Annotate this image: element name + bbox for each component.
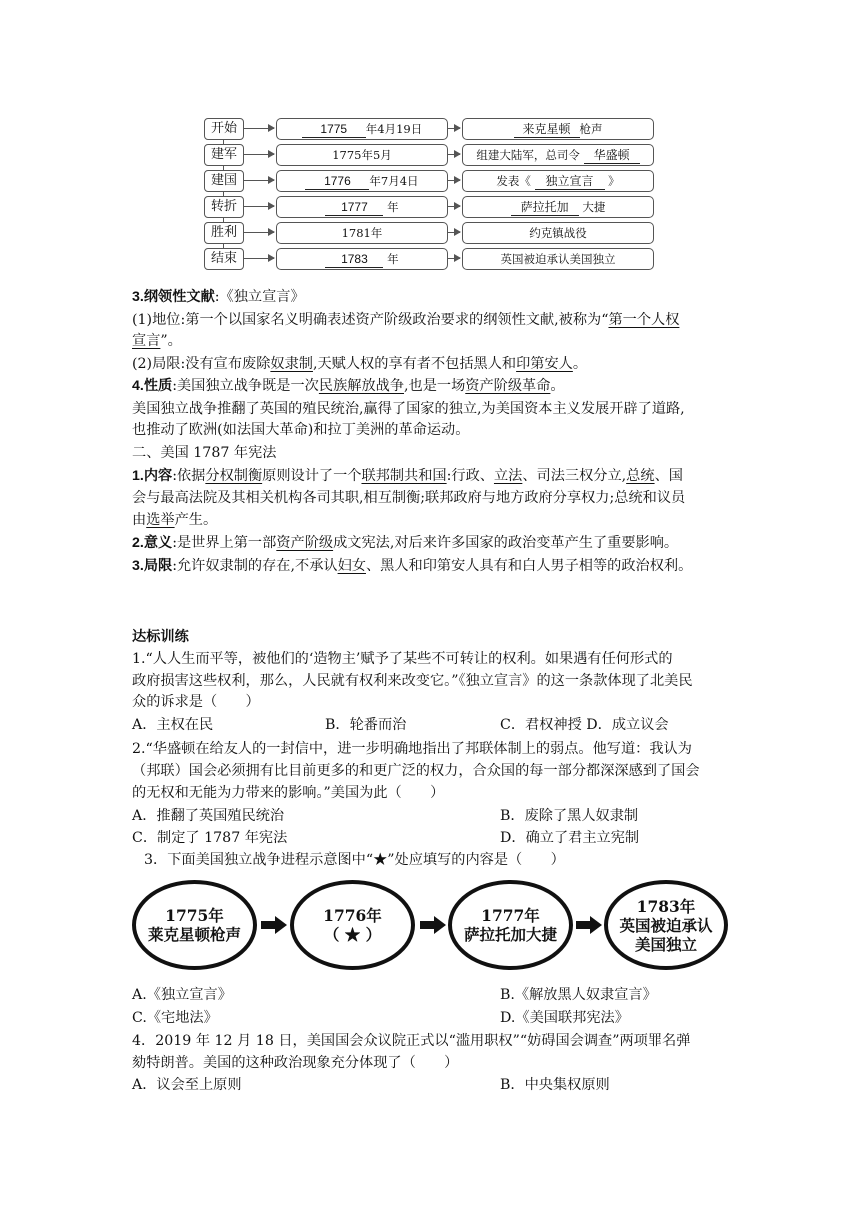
timeline-event-box: 发表《 独立宣言 》 — [462, 170, 654, 192]
paragraph: 美国独立战争推翻了英国的殖民统治,赢得了国家的独立,为美国资本主义发展开辟了道路, — [132, 401, 685, 417]
section-4-title: 4.性质:美国独立战争既是一次民族解放战争,也是一场资产阶级革命。 — [132, 378, 565, 394]
practice-heading: 达标训练 — [132, 629, 189, 645]
section-heading: 二、美国 1787 年宪法 — [132, 445, 277, 461]
question-3-text: 3．下面美国独立战争进程示意图中“★”处应填写的内容是（ ） — [144, 852, 565, 868]
timeline-event-box: 来克星顿 枪声 — [462, 118, 654, 140]
timeline-date-box: 1776 年7月4日 — [276, 170, 448, 192]
question-1-text: 1.“人人生而平等，被他们的‘造物主’赋予了某些不可转让的权利。如果遇有任何形式的 — [132, 651, 673, 667]
timeline-date-box: 1781年 — [276, 222, 448, 244]
paragraph: 会与最高法院及其相关机构各司其职,相互制衡;联邦政府与地方政府分享权力;总统和议员 — [132, 490, 686, 506]
arrow — [448, 180, 460, 181]
question-1-text: 政府损害这些权利，那么，人民就有权利来改变它。”《独立宣言》的这一条款体现了北美民 — [132, 673, 693, 689]
timeline-date-box: 1775 年4月19日 — [276, 118, 448, 140]
paragraph: 2.意义:是世界上第一部资产阶级成文宪法,对后来许多国家的政治变革产生了重要影响。 — [132, 535, 679, 551]
timeline-label: 转折 — [204, 196, 244, 218]
question-4-text: 劾特朗普。美国的这种政治现象充分体现了（ ） — [132, 1055, 459, 1071]
paragraph: (2)局限:没有宣布废除奴隶制,天赋人权的享有者不包括黑人和印第安人。 — [132, 356, 588, 372]
timeline-event-box: 约克镇战役 — [462, 222, 654, 244]
flow-arrow-icon — [420, 916, 446, 934]
timeline-date-box: 1777 年 — [276, 196, 448, 218]
timeline-event-box: 组建大陆军，总司令 华盛顿 — [462, 144, 654, 166]
arrow — [448, 154, 460, 155]
option-b[interactable]: B.《解放黑人奴隶宣言》 — [500, 987, 657, 1003]
option-a[interactable]: A．主权在民 — [132, 717, 214, 733]
paragraph: (1)地位:第一个以国家名义明确表述资产阶级政治要求的纲领性文献,被称为“第一个人权 — [132, 312, 680, 328]
arrow — [448, 206, 460, 207]
arrow — [244, 232, 274, 233]
option-d[interactable]: D．确立了君主立宪制 — [500, 830, 640, 846]
timeline-label: 胜利 — [204, 222, 244, 244]
paragraph: 1.内容:依据分权制衡原则设计了一个联邦制共和国:行政、立法、司法三权分立,总统、国 — [132, 468, 683, 484]
option-c-d[interactable]: C．君权神授 D．成立议会 — [500, 717, 669, 733]
question-1-text: 众的诉求是（ ） — [132, 694, 260, 710]
independence-timeline-diagram — [200, 114, 660, 274]
flow-node-1776: 1776年 （ ★ ） — [290, 880, 415, 970]
flow-arrow-icon — [261, 916, 287, 934]
option-c[interactable]: C.《宅地法》 — [132, 1010, 218, 1026]
option-a[interactable]: A．推翻了英国殖民统治 — [132, 808, 285, 824]
timeline-date-box: 1775年5月 — [276, 144, 448, 166]
section-3-title: 3.纲领性文献:《独立宣言》 — [132, 289, 305, 305]
paragraph: 也推动了欧洲(如法国大革命)和拉丁美洲的革命运动。 — [132, 422, 470, 438]
arrow — [244, 258, 274, 259]
question-2-text: （邦联）国会必须拥有比目前更多的和更广泛的权力，合众国的每一部分都深深感到了国会 — [132, 763, 700, 779]
arrow — [448, 232, 460, 233]
timeline-label: 建国 — [204, 170, 244, 192]
timeline-event-box: 萨拉托加 大捷 — [462, 196, 654, 218]
question-2-text: 2.“华盛顿在给友人的一封信中，进一步明确地指出了邦联体制上的弱点。他写道：我认为 — [132, 741, 692, 757]
option-d[interactable]: D.《美国联邦宪法》 — [500, 1010, 629, 1026]
option-b[interactable]: B．废除了黑人奴隶制 — [500, 808, 639, 824]
question-2-text: 的无权和无能为力带来的影响。”美国为此（ ） — [132, 785, 445, 801]
arrow — [244, 128, 274, 129]
arrow — [244, 206, 274, 207]
option-c[interactable]: C．制定了 1787 年宪法 — [132, 830, 288, 846]
option-a[interactable]: A．议会至上原则 — [132, 1077, 242, 1093]
option-b[interactable]: B．轮番而治 — [325, 717, 407, 733]
timeline-label: 建军 — [204, 144, 244, 166]
paragraph: 由选举产生。 — [132, 512, 218, 528]
paragraph: 3.局限:允许奴隶制的存在,不承认妇女、黑人和印第安人具有和白人男子相等的政治权利。 — [132, 558, 693, 574]
flow-node-1783: 1783年 英国被迫承认 美国独立 — [604, 880, 728, 970]
independence-flow-diagram — [130, 880, 730, 972]
timeline-date-box: 1783 年 — [276, 248, 448, 270]
arrow — [244, 180, 274, 181]
timeline-label: 开始 — [204, 118, 244, 140]
option-b[interactable]: B．中央集权原则 — [500, 1077, 610, 1093]
timeline-event-box: 英国被迫承认美国独立 — [462, 248, 654, 270]
flow-node-1775: 1775年 莱克星顿枪声 — [132, 880, 257, 970]
timeline-label: 结束 — [204, 248, 244, 270]
paragraph: 宣言”。 — [132, 333, 182, 349]
flow-arrow-icon — [576, 916, 602, 934]
question-4-text: 4．2019 年 12 月 18 日，美国国会众议院正式以“滥用职权”“妨碍国会调查”两项罪名弹 — [132, 1033, 691, 1049]
arrow — [244, 154, 274, 155]
flow-node-1777: 1777年 萨拉托加大捷 — [448, 880, 573, 970]
arrow — [448, 258, 460, 259]
arrow — [448, 128, 460, 129]
option-a[interactable]: A.《独立宣言》 — [132, 987, 232, 1003]
